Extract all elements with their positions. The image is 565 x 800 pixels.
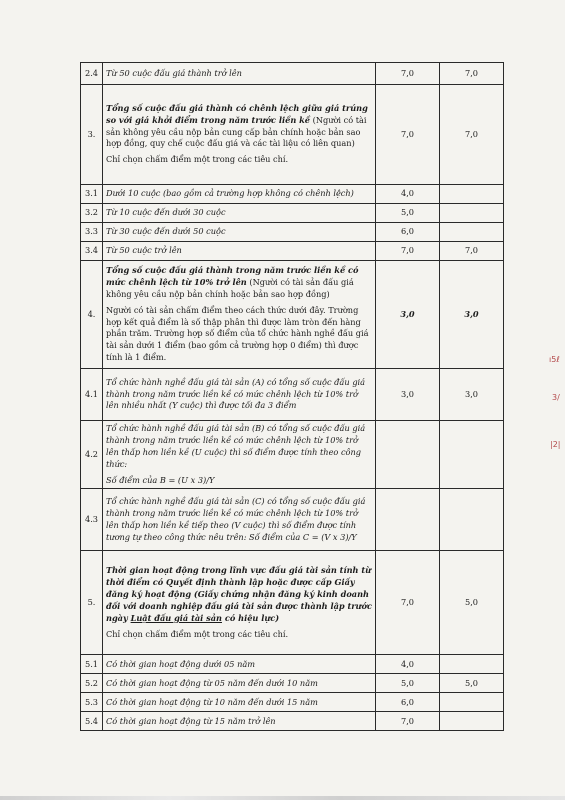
criterion-text — [103, 261, 376, 369]
criterion-formula: Số điểm của B = (U x 3)/Y — [106, 474, 215, 485]
row-number: 3.3 — [81, 223, 103, 242]
awarded-score — [440, 185, 504, 204]
table-row — [81, 693, 504, 712]
row-number: 3.4 — [81, 242, 103, 261]
table-row — [81, 712, 504, 731]
row-number: 2.4 — [81, 63, 103, 85]
awarded-score: 7,0 — [440, 63, 504, 85]
criterion-text: Từ 50 cuộc đấu giá thành trở lên — [103, 63, 376, 85]
criterion-text: Tổ chức hành nghề đấu giá tài sản (A) có tổng số cuộc đấu giá thành trong năm trước liền kề có mức chênh lệch từ 10% trở lên nhiều nhất (Y cuộc) thì được tối đa 3 điểm — [103, 369, 376, 421]
row-number: 5. — [81, 551, 103, 655]
awarded-score — [440, 489, 504, 551]
max-score: 7,0 — [376, 551, 440, 655]
row-number: 3. — [81, 85, 103, 185]
criterion-instruction: Chỉ chọn chấm điểm một trong các tiêu chí. — [106, 628, 289, 639]
criterion-title: Thời gian hoạt động trong lĩnh vực đấu giá tài sản tính từ thời điểm có Quyết định thành lập hoặc được cấp Giấy đăng ký hoạt động (Giấy chứng nhận đăng ký kinh doanh đối với doanh nghiệp đấu giá tài sản được thành lập trước ngày Luật đấu giá tài sản có hiệu lực) — [106, 565, 372, 623]
awarded-score — [440, 712, 504, 731]
table-row — [81, 261, 504, 369]
criterion-text: Từ 10 cuộc đến dưới 30 cuộc — [103, 204, 376, 223]
max-score: 6,0 — [376, 223, 440, 242]
criterion-title: Tổng số cuộc đấu giá thành có chênh lệch giữa giá trúng so với giá khởi điểm trong năm trước liền kề — [106, 102, 368, 125]
criterion-text — [103, 85, 376, 185]
row-number: 4. — [81, 261, 103, 369]
criterion-instruction: Người có tài sản chấm điểm theo cách thức dưới đây. Trường hợp kết quả điểm là số thập phân thì được làm tròn đến hàng phần trăm. Trường hợp số điểm của tổ chức hành nghề đấu giá tài sản dưới 1 điểm (bao gồm cả trường hợp 0 điểm) thì được tính là 1 điểm. — [106, 304, 369, 363]
row-number: 3.2 — [81, 204, 103, 223]
max-score: 7,0 — [376, 63, 440, 85]
row-number: 5.1 — [81, 655, 103, 674]
table-row — [81, 421, 504, 489]
row-number: 5.3 — [81, 693, 103, 712]
max-score: 6,0 — [376, 693, 440, 712]
criterion-text: Có thời gian hoạt động từ 10 năm đến dưới 15 năm — [103, 693, 376, 712]
criterion-text: Dưới 10 cuộc (bao gồm cả trường hợp không có chênh lệch) — [103, 185, 376, 204]
criterion-text: Có thời gian hoạt động dưới 05 năm — [103, 655, 376, 674]
criterion-text: Có thời gian hoạt động từ 05 năm đến dưới 10 năm — [103, 674, 376, 693]
criterion-body: Tổ chức hành nghề đấu giá tài sản (B) có tổng số cuộc đấu giá thành trong năm trước liền kề có mức chênh lệch từ 10% trở lên thấp hơn liền kề (U cuộc) thì số điểm được tính theo công thức: — [106, 423, 366, 469]
max-score: 7,0 — [376, 712, 440, 731]
awarded-score — [440, 421, 504, 489]
criterion-note: (Người có tài sản không yêu cầu nộp bản cung cấp bản chính hoặc bản sao hợp đồng, quy chế cuộc đấu giá và các tài liệu có liên quan) — [106, 114, 367, 149]
table-row — [81, 551, 504, 655]
table-row — [81, 369, 504, 421]
criterion-text — [103, 551, 376, 655]
max-score — [376, 489, 440, 551]
row-number: 4.1 — [81, 369, 103, 421]
max-score: 7,0 — [376, 242, 440, 261]
table-row — [81, 63, 504, 85]
margin-mark: |2| — [550, 440, 561, 449]
table-row — [81, 242, 504, 261]
max-score — [376, 421, 440, 489]
row-number: 4.2 — [81, 421, 103, 489]
table-row — [81, 185, 504, 204]
table-row — [81, 674, 504, 693]
row-number: 3.1 — [81, 185, 103, 204]
table-row — [81, 489, 504, 551]
table-row — [81, 85, 504, 185]
max-score: 3,0 — [376, 261, 440, 369]
awarded-score: 3,0 — [440, 369, 504, 421]
row-number: 4.3 — [81, 489, 103, 551]
awarded-score — [440, 655, 504, 674]
awarded-score: 7,0 — [440, 85, 504, 185]
criterion-text: Từ 30 cuộc đến dưới 50 cuộc — [103, 223, 376, 242]
scoring-table — [80, 62, 504, 731]
awarded-score — [440, 693, 504, 712]
max-score: 3,0 — [376, 369, 440, 421]
row-number: 5.4 — [81, 712, 103, 731]
margin-mark: ı5ℓ — [549, 355, 560, 364]
max-score: 7,0 — [376, 85, 440, 185]
awarded-score: 5,0 — [440, 551, 504, 655]
table-row — [81, 204, 504, 223]
max-score: 4,0 — [376, 185, 440, 204]
max-score: 4,0 — [376, 655, 440, 674]
awarded-score — [440, 204, 504, 223]
awarded-score — [440, 223, 504, 242]
law-reference-link: Luật đấu giá tài sản — [130, 612, 222, 623]
awarded-score: 7,0 — [440, 242, 504, 261]
criterion-text: Từ 50 cuộc trở lên — [103, 242, 376, 261]
criterion-instruction: Chỉ chọn chấm điểm một trong các tiêu chí. — [106, 154, 289, 165]
criterion-text — [103, 421, 376, 489]
table-row — [81, 223, 504, 242]
max-score: 5,0 — [376, 674, 440, 693]
criterion-title: Tổng số cuộc đấu giá thành trong năm trước liền kề có mức chênh lệch từ 10% trở lên — [106, 264, 359, 287]
criterion-text: Có thời gian hoạt động từ 15 năm trở lên — [103, 712, 376, 731]
row-number: 5.2 — [81, 674, 103, 693]
criterion-note: (Người có tài sản đấu giá không yêu cầu nộp bản chính hoặc bản sao hợp đồng) — [106, 276, 354, 299]
scan-edge — [0, 796, 565, 800]
margin-mark: 3/ — [552, 393, 560, 402]
awarded-score: 5,0 — [440, 674, 504, 693]
criterion-text: Tổ chức hành nghề đấu giá tài sản (C) có tổng số cuộc đấu giá thành trong năm trước liền kề có mức chênh lệch từ 10% trở lên thấp hơn liền kề tiếp theo (V cuộc) thì số điểm được tính tương tự theo công thức nêu trên: Số điểm của C = (V x 3)/Y — [103, 489, 376, 551]
table-row — [81, 655, 504, 674]
max-score: 5,0 — [376, 204, 440, 223]
awarded-score: 3,0 — [440, 261, 504, 369]
